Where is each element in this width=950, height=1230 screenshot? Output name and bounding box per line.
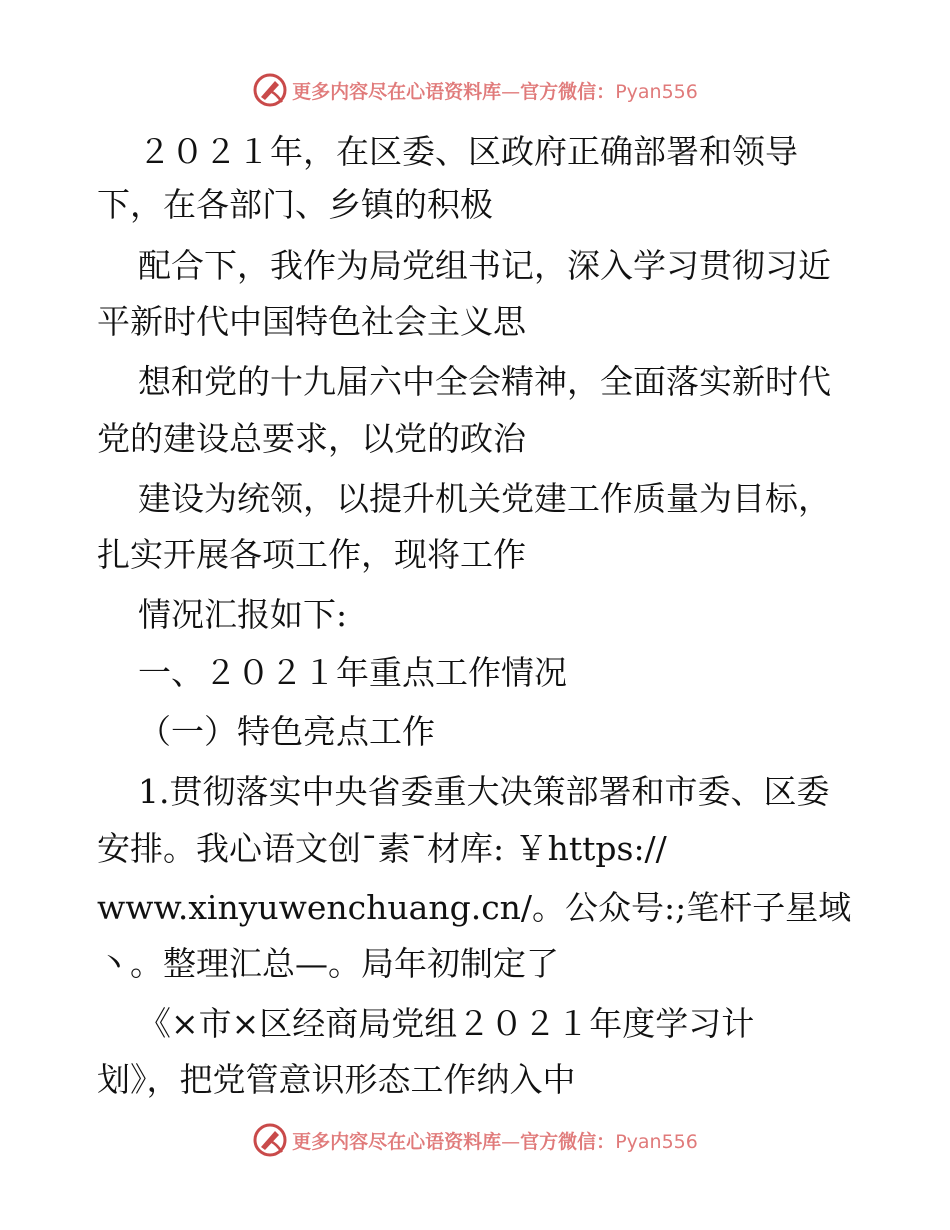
watermark-wechat-id: Pyan556 bbox=[615, 1130, 698, 1153]
watermark-dash: — bbox=[501, 1130, 521, 1153]
watermark-dash: — bbox=[501, 80, 521, 103]
watermark-text bbox=[292, 1127, 698, 1154]
body-line: 情况汇报如下: bbox=[138, 595, 348, 634]
body-line: 安排。我心语文创¯素¯材库: ￥https:// bbox=[97, 829, 667, 868]
body-line: 《×市×区经商局党组２０２１年度学习计 bbox=[138, 1004, 755, 1043]
footer-watermark bbox=[0, 1120, 950, 1160]
body-line: ２０２１年，在区委、区政府正确部署和领导 bbox=[138, 132, 798, 171]
body-line: 划》，把党管意识形态工作纳入中 bbox=[97, 1060, 576, 1099]
body-line: 下，在各部门、乡镇的积极 bbox=[97, 185, 493, 224]
body-line: 扎实开展各项工作，现将工作 bbox=[97, 535, 526, 574]
subsection-heading: （一）特色亮点工作 bbox=[138, 712, 435, 751]
watermark-text bbox=[292, 77, 698, 104]
body-line: 党的建设总要求，以党的政治 bbox=[97, 419, 526, 458]
body-line: 1.贯彻落实中央省委重大决策部署和市委、区委 bbox=[138, 772, 830, 811]
section-heading: 一、２０２１年重点工作情况 bbox=[138, 653, 567, 692]
watermark-contact: 官方微信： bbox=[520, 80, 616, 103]
watermark-wechat-id: Pyan556 bbox=[615, 80, 698, 103]
body-line: 平新时代中国特色社会主义思 bbox=[97, 302, 526, 341]
body-line: 配合下，我作为局党组书记，深入学习贯彻习近 bbox=[138, 246, 831, 285]
pen-seal-icon bbox=[252, 1122, 288, 1158]
body-line: 想和党的十九届六中全会精神，全面落实新时代 bbox=[138, 362, 831, 401]
header-watermark bbox=[0, 70, 950, 110]
body-line: 建设为统领，以提升机关党建工作质量为目标， bbox=[138, 479, 831, 518]
pen-seal-icon bbox=[252, 72, 288, 108]
watermark-brand: 更多内容尽在心语资料库 bbox=[292, 80, 502, 103]
watermark-brand: 更多内容尽在心语资料库 bbox=[292, 1130, 502, 1153]
watermark-contact: 官方微信： bbox=[520, 1130, 616, 1153]
body-line: 丶。整理汇总—。局年初制定了 bbox=[97, 944, 559, 983]
body-line: www.xinyuwenchuang.cn/。公众号:;笔杆子星域 bbox=[97, 888, 852, 927]
